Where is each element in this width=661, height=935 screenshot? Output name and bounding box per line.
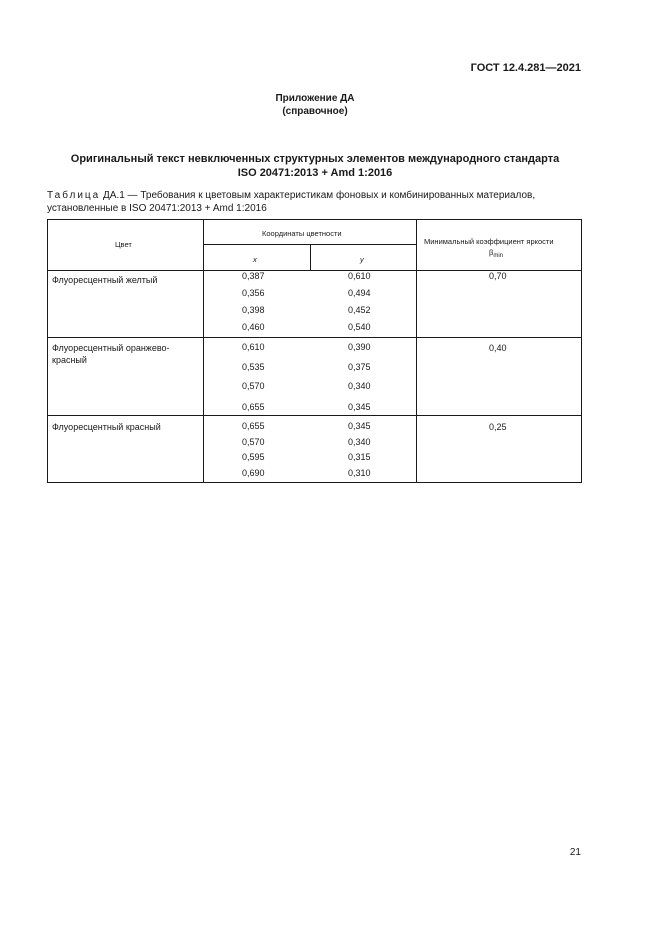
section-heading [0, 152, 630, 180]
row-x-value: 0,655 [242, 421, 265, 431]
row-y-value: 0,375 [348, 362, 371, 372]
header-min-coefficient: Минимальный коэффициент яркости [424, 237, 554, 246]
row-color-name: Флуоресцентный красный [52, 422, 161, 432]
header-beta-sub: min [493, 253, 503, 259]
table-vline-1 [203, 220, 204, 483]
header-beta-min [489, 248, 503, 259]
header-coordinates: Координаты цветности [262, 229, 342, 238]
table-hline-row2 [48, 415, 582, 416]
table-hline-row1 [48, 337, 582, 338]
row-y-value: 0,315 [348, 452, 371, 462]
row-y-value: 0,610 [348, 271, 371, 281]
row-y-value: 0,345 [348, 421, 371, 431]
row-x-value: 0,398 [242, 305, 265, 315]
row-y-value: 0,452 [348, 305, 371, 315]
row-x-value: 0,535 [242, 362, 265, 372]
row-y-value: 0,310 [348, 468, 371, 478]
section-heading-line1: Оригинальный текст невключенных структурных элементов международного стандарта [70, 153, 560, 165]
table-vline-2 [416, 220, 417, 483]
row-color-name: Флуоресцентный желтый [52, 275, 158, 285]
row-beta-value: 0,70 [489, 271, 507, 281]
table-caption-line2: установленные в ISO 20471:2013 + Amd 1:2016 [47, 203, 267, 214]
row-y-value: 0,340 [348, 437, 371, 447]
row-x-value: 0,570 [242, 437, 265, 447]
annex-title: Приложение ДА [275, 93, 355, 104]
row-color-name: Флуоресцентный оранжево- [52, 343, 170, 353]
row-x-value: 0,690 [242, 468, 265, 478]
color-requirements-table [47, 219, 582, 483]
header-y: y [360, 255, 364, 264]
table-caption-label: Таблица [47, 190, 101, 201]
table-hline-subheader [203, 244, 416, 245]
row-y-value: 0,340 [348, 381, 371, 391]
row-x-value: 0,595 [242, 452, 265, 462]
header-beta: β [489, 248, 494, 257]
table-vline-xy [310, 244, 311, 270]
table-caption-text: ДА.1 — Требования к цветовым характеристикам фоновых и комбинированных материалов, [100, 190, 536, 201]
table-caption-line1 [47, 189, 582, 202]
row-x-value: 0,356 [242, 288, 265, 298]
row-y-value: 0,494 [348, 288, 371, 298]
row-y-value: 0,540 [348, 322, 371, 332]
row-x-value: 0,387 [242, 271, 265, 281]
annex-subtitle: (справочное) [282, 106, 348, 117]
row-y-value: 0,390 [348, 342, 371, 352]
row-x-value: 0,460 [242, 322, 265, 332]
page-number: 21 [569, 847, 581, 858]
table-caption [47, 189, 582, 215]
row-beta-value: 0,40 [489, 343, 507, 353]
row-x-value: 0,610 [242, 342, 265, 352]
row-color-name-cont: красный [52, 355, 87, 365]
section-heading-line2: ISO 20471:2013 + Amd 1:2016 [237, 167, 393, 179]
header-color: Цвет [115, 240, 132, 249]
row-beta-value: 0,25 [489, 422, 507, 432]
row-y-value: 0,345 [348, 402, 371, 412]
document-number: ГОСТ 12.4.281—2021 [470, 62, 581, 74]
row-x-value: 0,655 [242, 402, 265, 412]
row-x-value: 0,570 [242, 381, 265, 391]
header-x: x [253, 255, 257, 264]
